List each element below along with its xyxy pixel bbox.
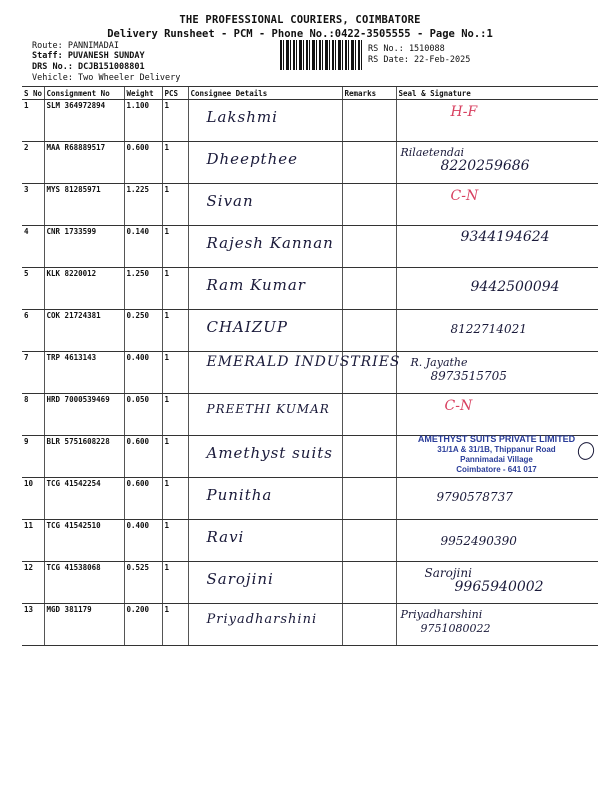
signature-mark: H-F bbox=[450, 104, 478, 120]
cell-remarks bbox=[342, 310, 396, 352]
signature-mark: Priyadharshini bbox=[400, 608, 483, 621]
cell-consignee bbox=[188, 310, 342, 352]
cell-weight: 1.225 bbox=[124, 184, 162, 226]
signature-mark: R. Jayathe bbox=[410, 356, 468, 369]
cell-pcs: 1 bbox=[162, 604, 188, 646]
cell-consignment: SLM 364972894 bbox=[44, 100, 124, 142]
receiver-phone: 8973515705 bbox=[430, 369, 507, 383]
cell-signature bbox=[396, 436, 598, 478]
receiver-phone: 8122714021 bbox=[450, 322, 527, 336]
cell-sno: 10 bbox=[22, 478, 44, 520]
table-row bbox=[22, 562, 598, 604]
consignee-handwriting: Ram Kumar bbox=[206, 276, 306, 294]
cell-remarks bbox=[342, 604, 396, 646]
table-row bbox=[22, 436, 598, 478]
cell-pcs: 1 bbox=[162, 520, 188, 562]
cell-consignment: TRP 4613143 bbox=[44, 352, 124, 394]
cell-signature bbox=[396, 562, 598, 604]
runsheet-table bbox=[22, 86, 598, 646]
receiver-phone: 9952490390 bbox=[440, 534, 517, 548]
consignee-handwriting: Lakshmi bbox=[206, 108, 278, 126]
signature-mark: Sarojini bbox=[424, 566, 472, 580]
table-row bbox=[22, 352, 598, 394]
cell-weight: 0.600 bbox=[124, 478, 162, 520]
consignee-handwriting: Priyadharshini bbox=[206, 612, 318, 627]
cell-weight: 0.400 bbox=[124, 352, 162, 394]
cell-signature bbox=[396, 226, 598, 268]
cell-consignee bbox=[188, 352, 401, 394]
col-consignment-header: Consignment No bbox=[44, 87, 124, 100]
consignee-handwriting: Sivan bbox=[206, 192, 254, 210]
cell-pcs: 1 bbox=[162, 562, 188, 604]
cell-pcs: 1 bbox=[162, 184, 188, 226]
cell-consignee bbox=[188, 184, 342, 226]
cell-consignee bbox=[188, 226, 342, 268]
cell-sno: 9 bbox=[22, 436, 44, 478]
cell-sno: 2 bbox=[22, 142, 44, 184]
cell-remarks bbox=[342, 394, 396, 436]
rs-number: RS No.: 1510088 bbox=[368, 44, 445, 54]
cell-sno: 12 bbox=[22, 562, 44, 604]
cell-weight: 0.200 bbox=[124, 604, 162, 646]
table-row bbox=[22, 478, 598, 520]
cell-consignee bbox=[188, 268, 342, 310]
consignee-handwriting: Sarojini bbox=[206, 570, 274, 588]
consignee-handwriting: PREETHI KUMAR bbox=[206, 402, 330, 416]
table-row bbox=[22, 142, 598, 184]
receiver-phone: 9965940002 bbox=[454, 579, 544, 595]
table-row bbox=[22, 268, 598, 310]
col-seal-header: Seal & Signature bbox=[396, 87, 598, 100]
cell-consignee bbox=[188, 436, 342, 478]
receiver-phone: 9751080022 bbox=[420, 622, 491, 635]
cell-signature bbox=[396, 520, 598, 562]
barcode bbox=[280, 40, 362, 70]
stamp-village-line: Pannimadai Village bbox=[460, 455, 533, 464]
cell-consignment: MGD 381179 bbox=[44, 604, 124, 646]
cell-remarks bbox=[342, 562, 396, 604]
consignee-handwriting: Rajesh Kannan bbox=[206, 234, 334, 252]
consignee-handwriting: Dheepthee bbox=[206, 150, 298, 168]
cell-weight: 1.100 bbox=[124, 100, 162, 142]
cell-sno: 8 bbox=[22, 394, 44, 436]
cell-weight: 0.050 bbox=[124, 394, 162, 436]
cell-pcs: 1 bbox=[162, 394, 188, 436]
cell-weight: 0.250 bbox=[124, 310, 162, 352]
cell-pcs: 1 bbox=[162, 352, 188, 394]
consignee-handwriting: CHAIZUP bbox=[206, 318, 288, 336]
cell-consignment: COK 21724381 bbox=[44, 310, 124, 352]
cell-remarks bbox=[342, 268, 396, 310]
cell-sno: 5 bbox=[22, 268, 44, 310]
cell-signature bbox=[396, 352, 598, 394]
cell-weight: 0.400 bbox=[124, 520, 162, 562]
signature-mark: C-N bbox=[444, 398, 473, 414]
cell-weight: 1.250 bbox=[124, 268, 162, 310]
cell-remarks bbox=[342, 184, 396, 226]
cell-signature bbox=[396, 100, 598, 142]
cell-pcs: 1 bbox=[162, 310, 188, 352]
stamp-company-name: AMETHYST SUITS PRIVATE LIMITED bbox=[417, 434, 576, 444]
col-pcs-header: PCS bbox=[162, 87, 188, 100]
cell-sno: 11 bbox=[22, 520, 44, 562]
company-stamp bbox=[399, 434, 595, 475]
cell-consignment: HRD 7000539469 bbox=[44, 394, 124, 436]
cell-consignment: BLR 5751608228 bbox=[44, 436, 124, 478]
cell-weight: 0.600 bbox=[124, 142, 162, 184]
cell-pcs: 1 bbox=[162, 478, 188, 520]
col-weight-header: Weight bbox=[124, 87, 162, 100]
cell-signature bbox=[396, 268, 598, 310]
table-header-row bbox=[22, 87, 598, 100]
cell-sno: 4 bbox=[22, 226, 44, 268]
cell-pcs: 1 bbox=[162, 268, 188, 310]
cell-consignment: TCG 41542254 bbox=[44, 478, 124, 520]
cell-consignment: MYS 81285971 bbox=[44, 184, 124, 226]
cell-sno: 6 bbox=[22, 310, 44, 352]
stamp-city-line: Coimbatore - 641 017 bbox=[456, 465, 537, 474]
table-row bbox=[22, 310, 598, 352]
cell-remarks bbox=[342, 520, 396, 562]
cell-sno: 1 bbox=[22, 100, 44, 142]
cell-consignment: KLK 8220012 bbox=[44, 268, 124, 310]
cell-remarks bbox=[342, 478, 396, 520]
cell-remarks bbox=[342, 352, 396, 394]
consignee-handwriting: Punitha bbox=[206, 486, 273, 504]
cell-remarks bbox=[342, 226, 396, 268]
cell-consignment: TCG 41542510 bbox=[44, 520, 124, 562]
cell-weight: 0.600 bbox=[124, 436, 162, 478]
runsheet-subtitle: Delivery Runsheet - PCM - Phone No.:0422-3505555 - Page No.:1 bbox=[107, 28, 493, 40]
cell-pcs: 1 bbox=[162, 436, 188, 478]
cell-pcs: 1 bbox=[162, 100, 188, 142]
cell-consignee bbox=[188, 520, 342, 562]
col-sno-header: S No bbox=[24, 88, 43, 98]
signature-mark: Rilaetendai bbox=[400, 146, 465, 159]
rs-date: RS Date: 22-Feb-2025 bbox=[368, 55, 471, 65]
cell-consignment: TCG 41538068 bbox=[44, 562, 124, 604]
consignee-handwriting: EMERALD INDUSTRIES bbox=[206, 354, 401, 370]
drs-number: DRS No.: DCJB151008801 bbox=[32, 62, 145, 72]
receiver-phone: 9344194624 bbox=[460, 229, 550, 245]
cell-weight: 0.525 bbox=[124, 562, 162, 604]
table-row bbox=[22, 520, 598, 562]
route-label: Route: PANNIMADAI bbox=[32, 41, 119, 51]
cell-sno: 7 bbox=[22, 352, 44, 394]
consignee-handwriting: Ravi bbox=[206, 528, 245, 546]
cell-consignee bbox=[188, 394, 342, 436]
cell-consignee bbox=[188, 142, 342, 184]
cell-signature bbox=[396, 604, 598, 646]
cell-consignee bbox=[188, 478, 342, 520]
stamp-address-line: 31/1A & 31/1B, Thippanur Road bbox=[437, 445, 556, 454]
table-row bbox=[22, 226, 598, 268]
vehicle-label: Vehicle: Two Wheeler Delivery bbox=[32, 73, 181, 83]
cell-signature bbox=[396, 478, 598, 520]
table-row bbox=[22, 184, 598, 226]
cell-consignment: CNR 1733599 bbox=[44, 226, 124, 268]
receiver-phone: 8220259686 bbox=[440, 158, 530, 174]
cell-remarks bbox=[342, 100, 396, 142]
cell-consignee bbox=[188, 100, 342, 142]
cell-remarks bbox=[342, 436, 396, 478]
receiver-phone: 9442500094 bbox=[470, 279, 560, 295]
cell-signature bbox=[396, 184, 598, 226]
table-row bbox=[22, 394, 598, 436]
cell-remarks bbox=[342, 142, 396, 184]
receiver-phone: 9790578737 bbox=[436, 490, 513, 504]
cell-weight: 0.140 bbox=[124, 226, 162, 268]
col-consignee-header: Consignee Details bbox=[188, 87, 342, 100]
company-title: THE PROFESSIONAL COURIERS, COIMBATORE bbox=[179, 14, 421, 26]
cell-pcs: 1 bbox=[162, 142, 188, 184]
cell-consignment: MAA R68889517 bbox=[44, 142, 124, 184]
cell-signature bbox=[396, 394, 598, 436]
staff-label: Staff: PUVANESH SUNDAY bbox=[32, 51, 145, 61]
table-row bbox=[22, 604, 598, 646]
cell-pcs: 1 bbox=[162, 226, 188, 268]
consignee-handwriting: Amethyst suits bbox=[206, 444, 333, 462]
table-row bbox=[22, 100, 598, 142]
cell-signature bbox=[396, 142, 598, 184]
cell-sno: 3 bbox=[22, 184, 44, 226]
cell-consignee bbox=[188, 562, 342, 604]
cell-signature bbox=[396, 310, 598, 352]
signature-mark: C-N bbox=[450, 188, 479, 204]
cell-consignee bbox=[188, 604, 342, 646]
col-remarks-header: Remarks bbox=[342, 87, 396, 100]
cell-sno: 13 bbox=[22, 604, 44, 646]
